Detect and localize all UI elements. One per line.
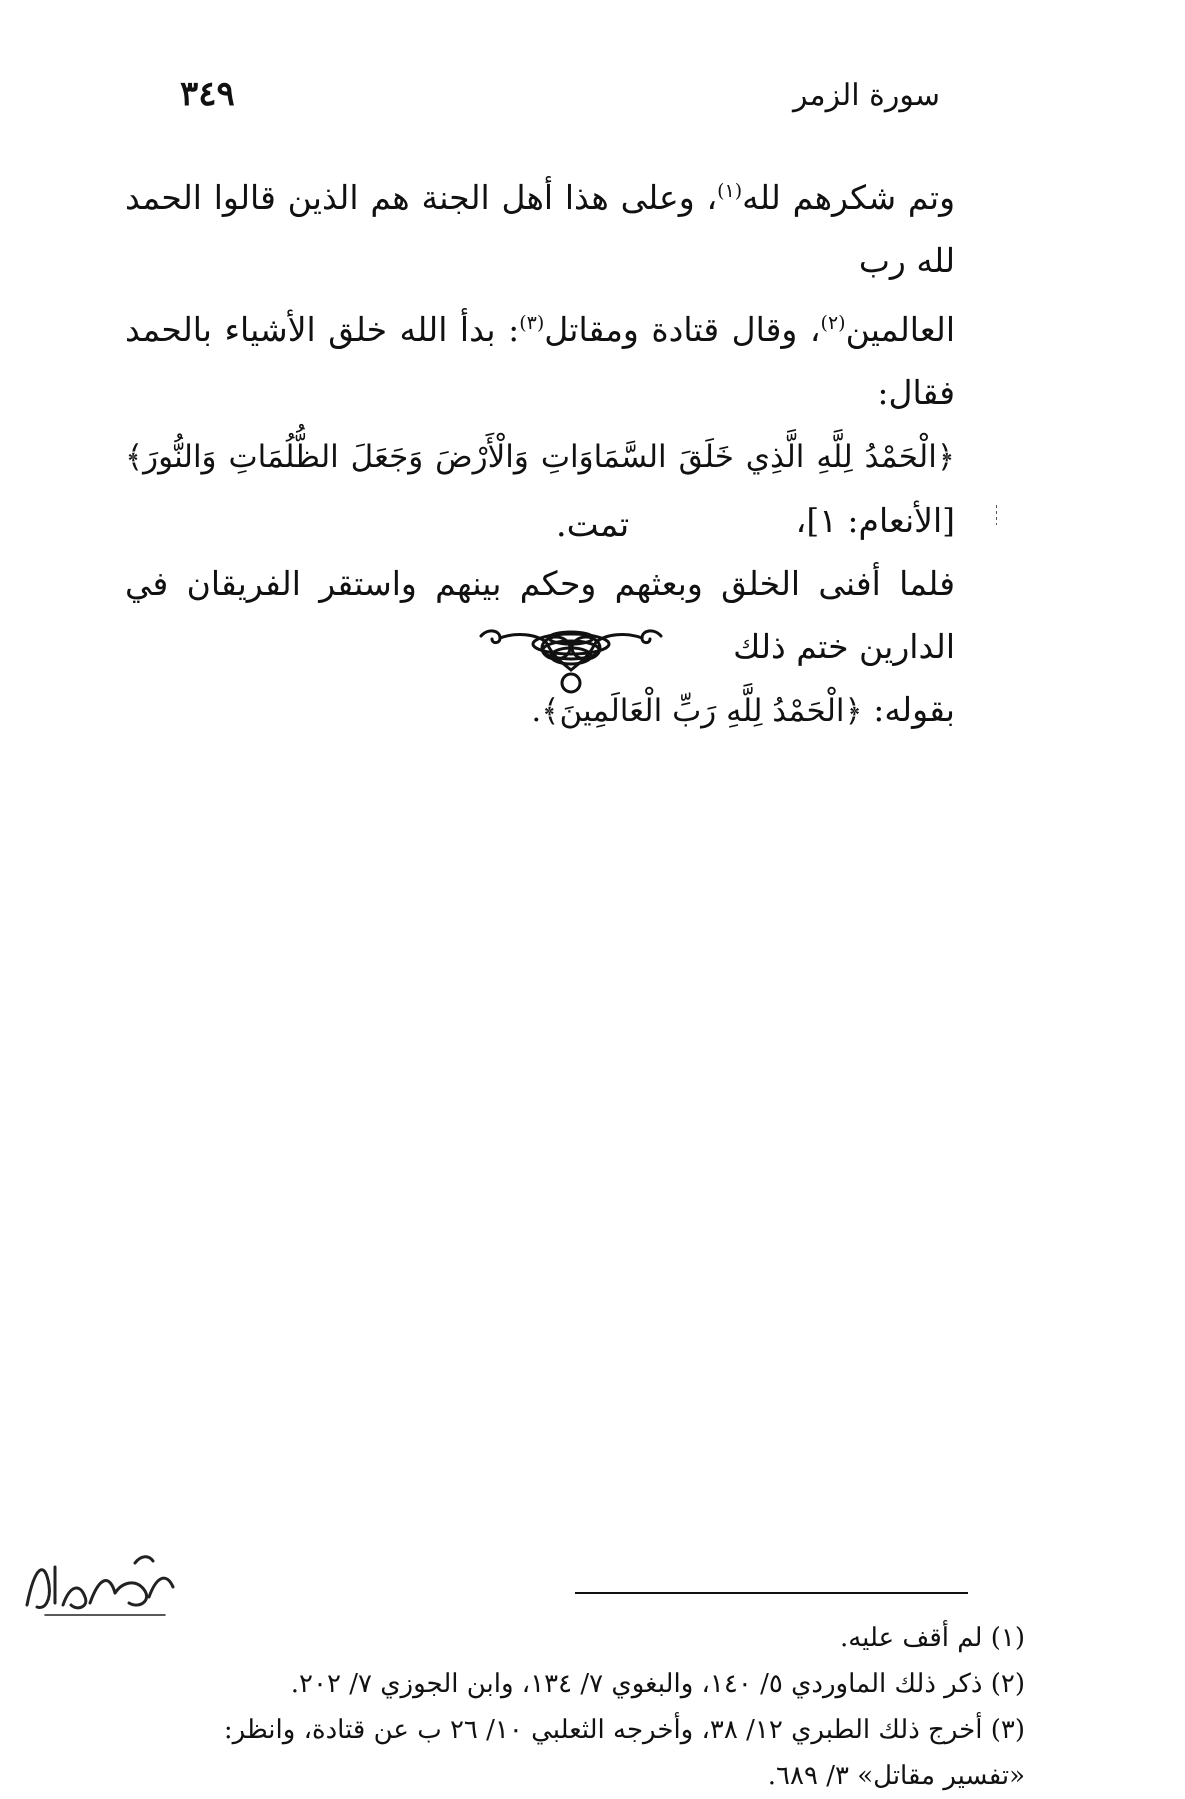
footnote-3-continued: «تفسير مقاتل» ٣/ ٦٨٩. — [767, 1761, 1025, 1791]
quran-verse: ﴿الْحَمْدُ لِلَّهِ رَبِّ الْعَالَمِينَ﴾. — [531, 693, 863, 729]
footnote-2: (٢) ذكر ذلك الماوردي ٥/ ١٤٠، والبغوي ٧/ ١٣٤، وابن الجوزي ٧/ ٢٠٢. — [290, 1669, 1025, 1699]
quran-verse: ﴿الْحَمْدُ لِلَّهِ الَّذِي خَلَقَ السَّمَاوَاتِ وَالْأَرْضَ وَجَعَلَ الظُّلُمَاتِ وَالنُّورَ﴾ — [125, 439, 955, 475]
text-line: فلما أفنى الخلق وبعثهم وحكم بينهم واستقر الفريقان في الدارين ختم ذلك — [125, 564, 955, 666]
footnote-separator — [575, 1592, 968, 1594]
closing-word: تمت. — [555, 505, 630, 545]
surah-title: سورة الزمر — [792, 78, 940, 113]
footnote-3: (٣) أخرج ذلك الطبري ١٢/ ٣٨، وأخرجه الثعلبي ١٠/ ٢٦ ب عن قتادة، وانظر: — [223, 1715, 1025, 1745]
text-line: بقوله: ﴿الْحَمْدُ لِلَّهِ رَبِّ الْعَالَمِينَ﴾. — [531, 690, 955, 729]
verse-citation: [الأنعام: ١]، — [795, 501, 955, 540]
footnote-ref[interactable]: (٢) — [820, 312, 846, 334]
ornament-divider — [476, 628, 666, 702]
footnote-1: (١) لم أقف عليه. — [839, 1623, 1025, 1653]
footnote-ref[interactable]: (٣) — [519, 312, 545, 334]
text-line: العالمين$^{(٢)}$، وقال قتادة ومقاتل$^{(٣)}$: بدأ الله خلق الأشياء بالحمد فقال: — [125, 310, 956, 412]
margin-mark — [995, 505, 998, 525]
text-line: وتم شكرهم لله$^{(١)}$، وعلى هذا أهل الجنة هم الذين قالوا الحمد لله رب — [125, 178, 956, 280]
page-header — [180, 70, 940, 120]
library-stamp-logo — [15, 1545, 185, 1635]
footnote-ref[interactable]: (١) — [717, 180, 743, 202]
footnotes — [205, 1615, 1025, 1799]
page-number: ٣٤٩ — [180, 74, 235, 114]
